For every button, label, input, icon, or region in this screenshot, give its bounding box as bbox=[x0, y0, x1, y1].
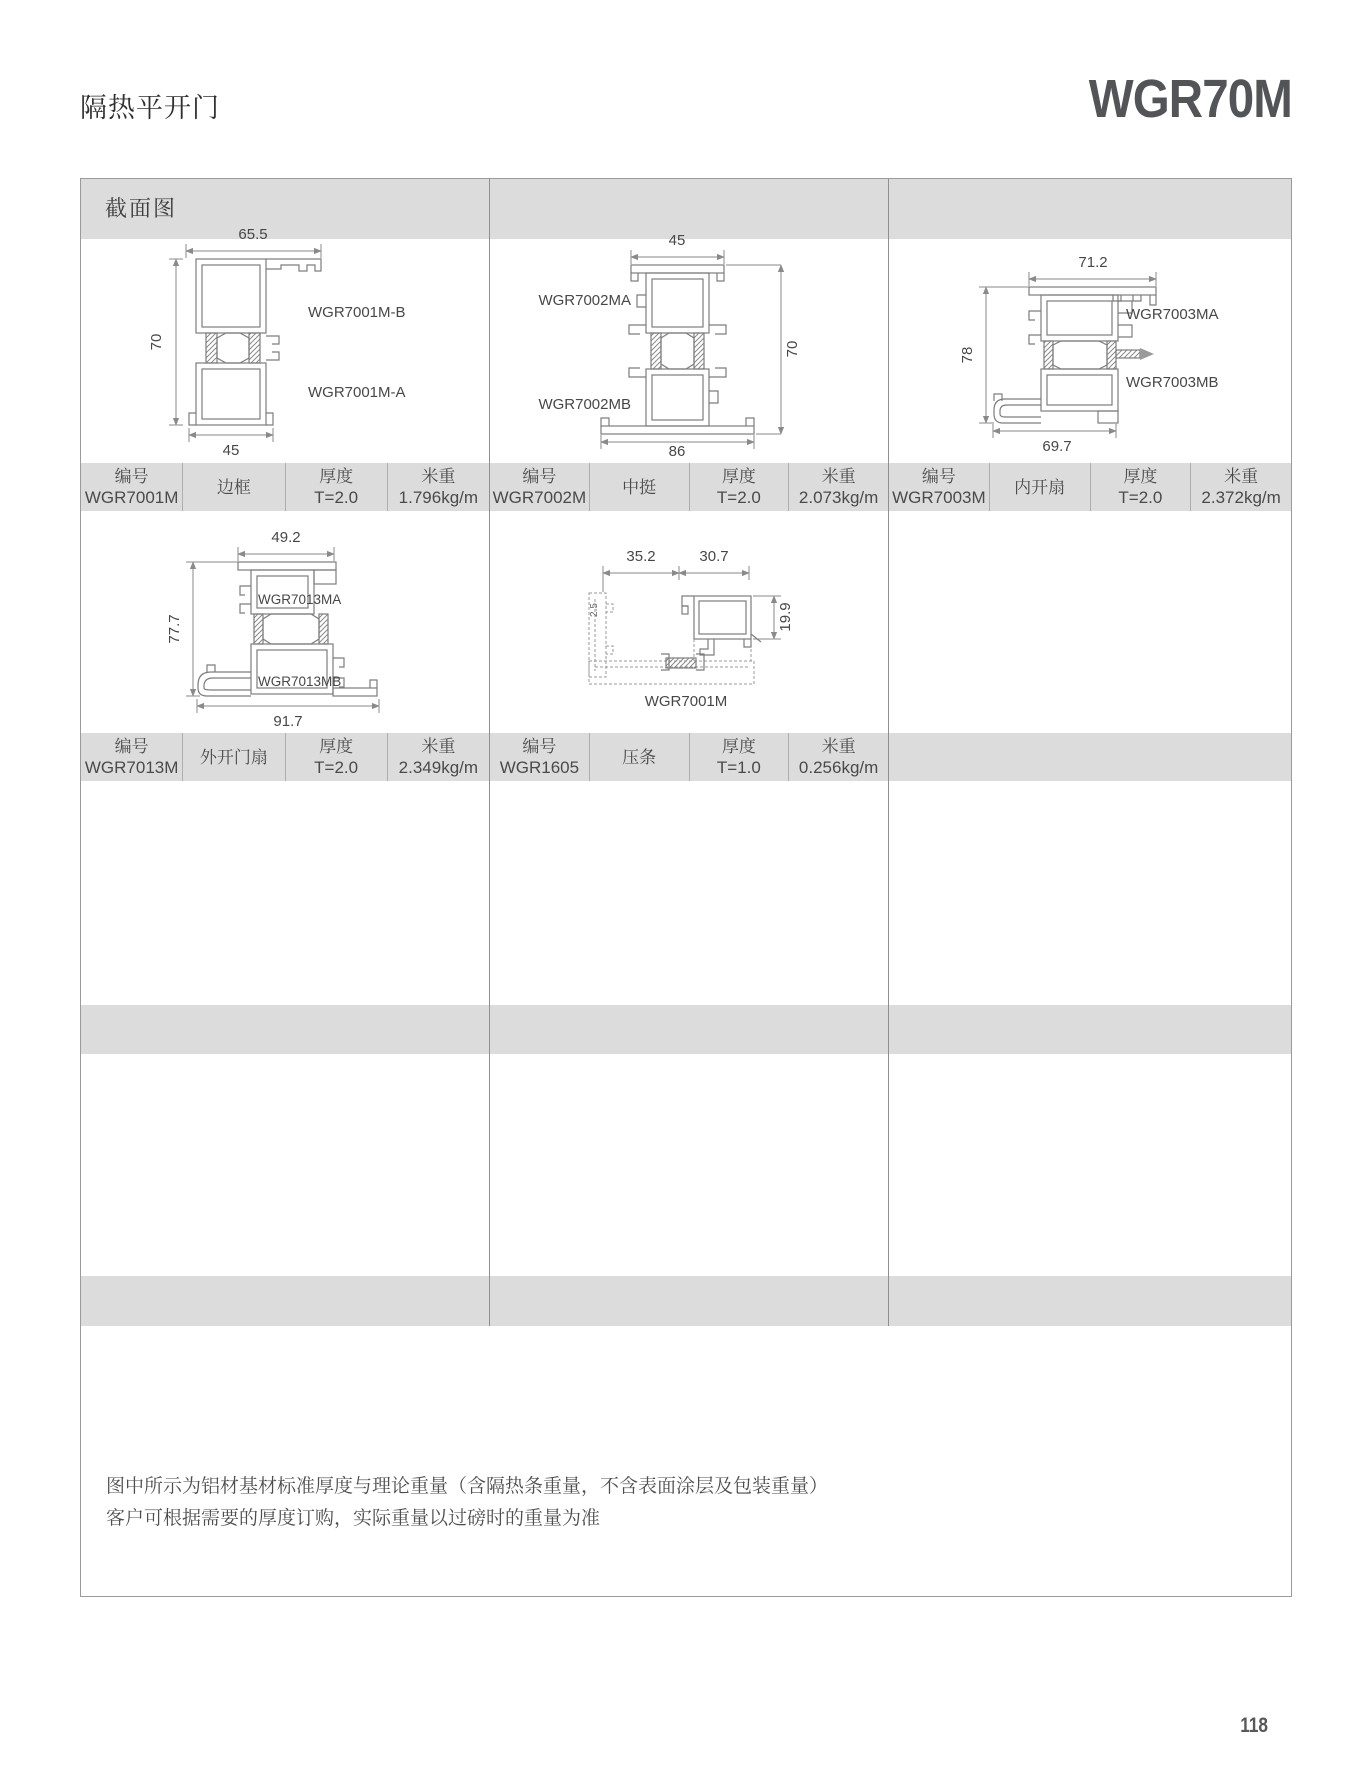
spec-weight-label: 米重 bbox=[821, 737, 856, 756]
spec-weight-value: 0.256kg/m bbox=[798, 758, 879, 777]
spec-code-value: WGR7002M bbox=[492, 488, 587, 507]
dim-right: 70 bbox=[784, 340, 801, 358]
dim-top: 49.2 bbox=[271, 529, 301, 546]
spec-code-cell bbox=[81, 463, 182, 511]
spec-name-value: 压条 bbox=[622, 747, 657, 767]
spec-code-label: 编号 bbox=[114, 467, 149, 486]
spec-thickness-label: 厚度 bbox=[319, 467, 354, 486]
dimension-lines bbox=[169, 244, 321, 442]
spec-weight-value: 2.349kg/m bbox=[398, 758, 479, 777]
spec-thickness-label: 厚度 bbox=[319, 737, 354, 756]
page-number: 118 bbox=[1240, 1714, 1268, 1737]
spec-name-cell bbox=[182, 733, 284, 781]
spec-row-wgr7003m bbox=[889, 463, 1291, 511]
spec-name-value: 边框 bbox=[216, 477, 251, 497]
spec-name-cell bbox=[589, 463, 689, 511]
page-title: 隔热平开门 bbox=[80, 93, 220, 123]
spec-row-wgr7001m bbox=[81, 463, 489, 511]
part-label-bottom: WGR7001M-A bbox=[308, 384, 406, 401]
spec-name-value: 内开扇 bbox=[1014, 477, 1066, 497]
spec-thickness-cell bbox=[689, 733, 789, 781]
drawing-wgr7002m bbox=[471, 231, 851, 456]
spec-code-cell bbox=[81, 733, 182, 781]
spec-row-wgr7002m bbox=[490, 463, 888, 511]
spec-weight-value: 2.073kg/m bbox=[798, 488, 879, 507]
dim-bottom: 86 bbox=[668, 443, 686, 456]
bead-profile bbox=[661, 596, 761, 670]
spec-weight-cell bbox=[387, 463, 489, 511]
dim-small: 2.5 bbox=[589, 603, 600, 617]
spec-weight-cell bbox=[788, 733, 888, 781]
dimension-lines bbox=[603, 566, 781, 639]
spec-name-value: 中挺 bbox=[622, 477, 657, 497]
section-table bbox=[80, 178, 1292, 1597]
reference-label: WGR7001M bbox=[644, 693, 728, 710]
drawing-wgr7013m bbox=[151, 526, 491, 738]
footnote-line-1: 图中所示为铝材基材标准厚度与理论重量（含隔热条重量，不含表面涂层及包装重量） bbox=[106, 1476, 829, 1497]
dim-left: 70 bbox=[148, 333, 165, 351]
spec-row-wgr7013m bbox=[81, 733, 489, 781]
drawing-wgr7003m bbox=[861, 251, 1261, 466]
spec-code-label: 编号 bbox=[921, 467, 956, 486]
spec-thickness-cell bbox=[1090, 463, 1191, 511]
spec-thickness-value: T=2.0 bbox=[314, 488, 359, 507]
spec-weight-cell bbox=[387, 733, 489, 781]
model-code: WGR70M bbox=[1088, 69, 1292, 129]
spec-code-label: 编号 bbox=[114, 737, 149, 756]
spec-weight-value: 1.796kg/m bbox=[398, 488, 479, 507]
section-header: 截面图 bbox=[105, 196, 178, 221]
spec-code-value: WGR1605 bbox=[499, 758, 580, 777]
spec-thickness-label: 厚度 bbox=[721, 737, 756, 756]
spec-thickness-cell bbox=[285, 733, 387, 781]
empty-spec-band-2 bbox=[81, 1276, 1291, 1326]
spec-weight-label: 米重 bbox=[1224, 467, 1259, 486]
spec-code-value: WGR7003M bbox=[892, 488, 986, 507]
part-label-top: WGR7002MA bbox=[538, 292, 631, 309]
dim-top: 65.5 bbox=[238, 226, 268, 243]
spec-thickness-label: 厚度 bbox=[1123, 467, 1158, 486]
dim-top: 45 bbox=[668, 232, 686, 249]
dim-top-right: 30.7 bbox=[699, 548, 729, 565]
spec-weight-cell bbox=[1190, 463, 1291, 511]
spec-thickness-label: 厚度 bbox=[721, 467, 756, 486]
spec-code-value: WGR7001M bbox=[84, 488, 179, 507]
dim-top-left: 35.2 bbox=[626, 548, 656, 565]
spec-code-cell bbox=[889, 463, 989, 511]
spec-code-label: 编号 bbox=[522, 467, 557, 486]
dim-bottom: 91.7 bbox=[273, 713, 303, 730]
spec-weight-label: 米重 bbox=[421, 467, 456, 486]
part-label-bottom: WGR7002MB bbox=[538, 396, 631, 413]
dim-left: 78 bbox=[959, 346, 976, 364]
spec-name-value: 外开门扇 bbox=[199, 747, 268, 767]
part-label-top: WGR7013MA bbox=[258, 592, 342, 607]
spec-thickness-value: T=1.0 bbox=[716, 758, 761, 777]
spec-code-cell bbox=[490, 733, 589, 781]
spec-code-cell bbox=[490, 463, 589, 511]
spec-name-cell bbox=[589, 733, 689, 781]
part-label-bottom: WGR7013MB bbox=[258, 674, 342, 689]
drawing-wgr7001m bbox=[141, 223, 491, 463]
profile-outline bbox=[189, 259, 321, 425]
dim-top: 71.2 bbox=[1078, 254, 1108, 271]
spec-name-cell bbox=[989, 463, 1090, 511]
dim-bottom: 45 bbox=[222, 442, 240, 459]
footnote bbox=[106, 1471, 828, 1535]
drawing-wgr1605 bbox=[561, 546, 891, 721]
spec-weight-cell bbox=[788, 463, 888, 511]
part-label-bottom: WGR7003MB bbox=[1126, 374, 1219, 391]
dim-left: 77.7 bbox=[166, 614, 183, 644]
spec-thickness-value: T=2.0 bbox=[716, 488, 761, 507]
part-label-top: WGR7001M-B bbox=[308, 304, 406, 321]
spec-row-wgr1605 bbox=[490, 733, 888, 781]
footnote-line-2: 客户可根据需要的厚度订购，实际重量以过磅时的重量为准 bbox=[106, 1508, 601, 1529]
spec-thickness-cell bbox=[689, 463, 789, 511]
spec-weight-label: 米重 bbox=[421, 737, 456, 756]
spec-weight-value: 2.372kg/m bbox=[1201, 488, 1281, 507]
spec-name-cell bbox=[182, 463, 284, 511]
dim-bottom: 69.7 bbox=[1042, 438, 1072, 455]
part-label-top: WGR7003MA bbox=[1126, 306, 1219, 323]
spec-code-value: WGR7013M bbox=[84, 758, 179, 777]
spec-weight-label: 米重 bbox=[821, 467, 856, 486]
spec-thickness-cell bbox=[285, 463, 387, 511]
spec-thickness-value: T=2.0 bbox=[1118, 488, 1163, 507]
dim-right: 19.9 bbox=[777, 602, 794, 632]
spec-thickness-value: T=2.0 bbox=[314, 758, 359, 777]
empty-spec-band-1 bbox=[81, 1005, 1291, 1054]
spec-code-label: 编号 bbox=[522, 737, 557, 756]
